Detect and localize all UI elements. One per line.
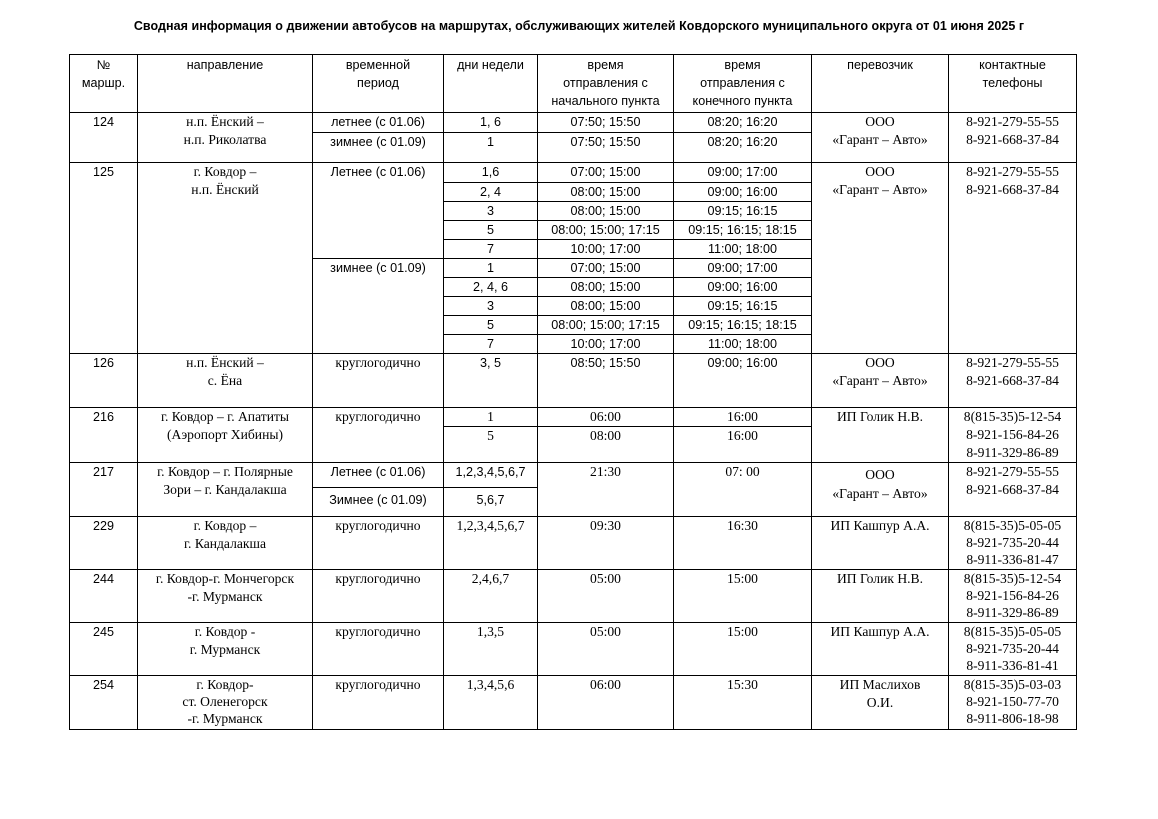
route-period: круглогодично [313,676,444,730]
carrier: ООО «Гарант – Авто» [812,163,949,354]
departure-start: 08:00; 15:00 [538,278,674,297]
phones: 8-921-279-55-55 8-921-668-37-84 [949,163,1077,354]
departure-start: 07:50; 15:50 [538,113,674,133]
carrier: ИП Голик Н.В. [812,570,949,623]
departure-end: 09:00; 16:00 [674,278,812,297]
header-departure-end: время отправления с конечного пункта [674,55,812,113]
header-route-no: № маршр. [70,55,138,113]
departure-end: 09:00; 17:00 [674,259,812,278]
route-number: 229 [70,517,138,570]
route-period: Зимнее (с 01.09) [313,488,444,517]
header-carrier: перевозчик [812,55,949,113]
table-row [70,623,1077,676]
departure-start: 06:00 [538,676,674,730]
route-days: 1, 6 [444,113,538,133]
phones: 8-921-279-55-55 8-921-668-37-84 [949,463,1077,517]
phones: 8-921-279-55-55 8-921-668-37-84 [949,113,1077,163]
carrier: ООО «Гарант – Авто» [812,354,949,408]
carrier: ИП Кашпур А.А. [812,517,949,570]
carrier: ИП Маслихов О.И. [812,676,949,730]
route-days: 1,6 [444,163,538,183]
table-row [70,408,1077,427]
route-number: 124 [70,113,138,163]
route-days: 1,2,3,4,5,6,7 [444,517,538,570]
route-period: летнее (с 01.06) [313,113,444,133]
route-period: Летнее (с 01.06) [313,163,444,259]
departure-start: 08:00; 15:00; 17:15 [538,221,674,240]
route-days: 5 [444,316,538,335]
departure-start: 08:00; 15:00 [538,297,674,316]
route-days: 2, 4, 6 [444,278,538,297]
phones: 8(815-35)5-03-03 8-921-150-77-70 8-911-806-18-98 [949,676,1077,730]
departure-end: 16:00 [674,427,812,463]
phones: 8-921-279-55-55 8-921-668-37-84 [949,354,1077,408]
departure-start: 08:00; 15:00 [538,202,674,221]
route-direction: г. Ковдор- ст. Оленегорск -г. Мурманск [138,676,313,730]
route-period: Летнее (с 01.06) [313,463,444,488]
departure-end: 09:15; 16:15 [674,202,812,221]
route-period: круглогодично [313,570,444,623]
departure-start: 08:00; 15:00 [538,183,674,202]
carrier: ООО «Гарант – Авто» [812,463,949,517]
route-direction: г. Ковдор-г. Мончегорск -г. Мурманск [138,570,313,623]
carrier: ИП Кашпур А.А. [812,623,949,676]
route-days: 1 [444,408,538,427]
route-days: 1,2,3,4,5,6,7 [444,463,538,488]
carrier: ООО «Гарант – Авто» [812,113,949,163]
departure-end: 09:00; 16:00 [674,354,812,408]
route-direction: г. Ковдор – г. Апатиты (Аэропорт Хибины) [138,408,313,463]
header-days: дни недели [444,55,538,113]
header-period: временной период [313,55,444,113]
route-days: 2, 4 [444,183,538,202]
route-period: круглогодично [313,623,444,676]
route-days: 5,6,7 [444,488,538,517]
route-direction: г. Ковдор – г. Кандалакша [138,517,313,570]
route-period: круглогодично [313,517,444,570]
departure-end: 11:00; 18:00 [674,335,812,354]
route-days: 3 [444,297,538,316]
phones: 8(815-35)5-05-05 8-921-735-20-44 8-911-336-81-41 [949,623,1077,676]
table-row [70,570,1077,623]
departure-start: 07:50; 15:50 [538,133,674,163]
route-number: 126 [70,354,138,408]
route-days: 7 [444,240,538,259]
route-number: 245 [70,623,138,676]
route-days: 1,3,5 [444,623,538,676]
departure-end: 15:00 [674,623,812,676]
departure-start: 07:00; 15:00 [538,163,674,183]
table-row [70,354,1077,408]
route-days: 5 [444,221,538,240]
table-row [70,463,1077,488]
header-row [70,55,1077,113]
departure-start: 10:00; 17:00 [538,240,674,259]
departure-end: 08:20; 16:20 [674,113,812,133]
departure-end: 15:00 [674,570,812,623]
departure-end: 15:30 [674,676,812,730]
route-period: зимнее (с 01.09) [313,133,444,163]
departure-end: 16:30 [674,517,812,570]
departure-start: 05:00 [538,623,674,676]
departure-end: 09:15; 16:15 [674,297,812,316]
departure-end: 09:15; 16:15; 18:15 [674,316,812,335]
table-row [70,676,1077,730]
header-departure-start: время отправления с начального пункта [538,55,674,113]
departure-end: 09:00; 17:00 [674,163,812,183]
route-direction: н.п. Ёнский – н.п. Риколатва [138,113,313,163]
departure-start: 09:30 [538,517,674,570]
departure-end: 09:15; 16:15; 18:15 [674,221,812,240]
departure-end: 09:00; 16:00 [674,183,812,202]
route-days: 2,4,6,7 [444,570,538,623]
page-title: Сводная информация о движении автобусов на маршрутах, обслуживающих жителей Ковдорского муниципального округа от 01 июня 2025 г [133,19,1025,33]
carrier: ИП Голик Н.В. [812,408,949,463]
departure-end: 07: 00 [674,463,812,517]
route-number: 125 [70,163,138,354]
departure-start: 07:00; 15:00 [538,259,674,278]
route-direction: г. Ковдор – н.п. Ёнский [138,163,313,354]
departure-start: 08:00; 15:00; 17:15 [538,316,674,335]
route-days: 3 [444,202,538,221]
departure-start: 08:50; 15:50 [538,354,674,408]
table-row [70,517,1077,570]
route-days: 5 [444,427,538,463]
departure-end: 16:00 [674,408,812,427]
route-period: круглогодично [313,408,444,463]
route-number: 254 [70,676,138,730]
departure-end: 11:00; 18:00 [674,240,812,259]
departure-start: 21:30 [538,463,674,517]
phones: 8(815-35)5-12-54 8-921-156-84-26 8-911-329-86-89 [949,408,1077,463]
route-direction: г. Ковдор - г. Мурманск [138,623,313,676]
route-number: 244 [70,570,138,623]
route-period: круглогодично [313,354,444,408]
phones: 8(815-35)5-12-54 8-921-156-84-26 8-911-329-86-89 [949,570,1077,623]
phones: 8(815-35)5-05-05 8-921-735-20-44 8-911-336-81-47 [949,517,1077,570]
header-phones: контактные телефоны [949,55,1077,113]
departure-start: 10:00; 17:00 [538,335,674,354]
table-row [70,163,1077,183]
table-row [70,113,1077,133]
route-days: 3, 5 [444,354,538,408]
route-period: зимнее (с 01.09) [313,259,444,354]
departure-end: 08:20; 16:20 [674,133,812,163]
route-days: 1,3,4,5,6 [444,676,538,730]
schedule-table [69,54,1077,730]
route-days: 1 [444,133,538,163]
departure-start: 06:00 [538,408,674,427]
route-direction: г. Ковдор – г. Полярные Зори – г. Кандалакша [138,463,313,517]
route-days: 1 [444,259,538,278]
route-direction: н.п. Ёнский – с. Ёна [138,354,313,408]
route-number: 216 [70,408,138,463]
departure-start: 05:00 [538,570,674,623]
departure-start: 08:00 [538,427,674,463]
header-direction: направление [138,55,313,113]
route-number: 217 [70,463,138,517]
route-days: 7 [444,335,538,354]
